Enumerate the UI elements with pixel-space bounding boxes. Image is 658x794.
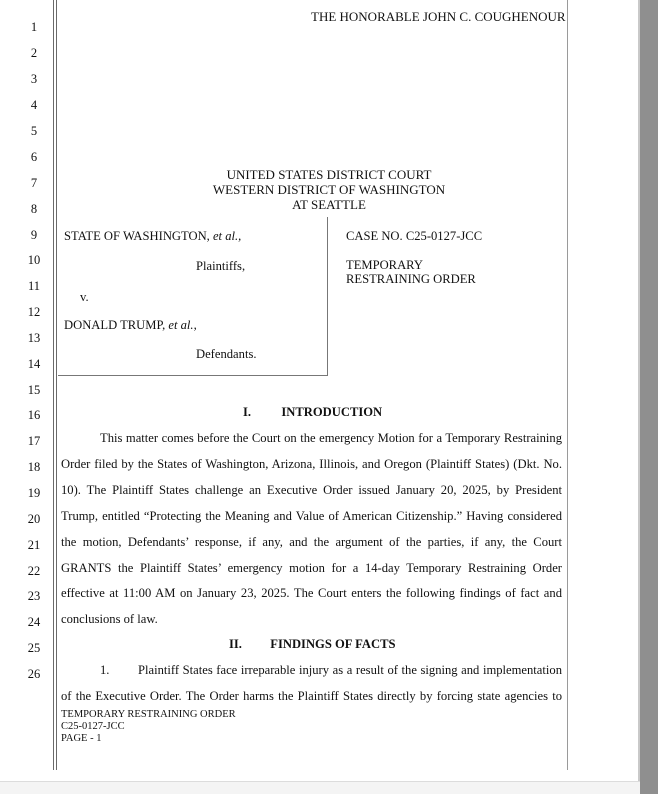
document-title-line2: RESTRAINING ORDER xyxy=(346,272,476,286)
versus: v. xyxy=(80,290,89,304)
line-number: 20 xyxy=(27,512,41,526)
defendant-party xyxy=(64,318,197,333)
document-title-line1: TEMPORARY xyxy=(346,258,423,272)
case-number: CASE NO. C25-0127-JCC xyxy=(346,229,483,243)
line-number: 6 xyxy=(30,150,38,164)
plaintiffs-label: Plaintiffs, xyxy=(196,259,246,273)
right-margin-rule xyxy=(567,0,568,770)
line-number: 13 xyxy=(27,331,41,345)
line-number: 21 xyxy=(27,538,41,552)
footer-title: TEMPORARY RESTRAINING ORDER xyxy=(61,709,236,720)
line-number: 22 xyxy=(27,564,41,578)
line-number: 25 xyxy=(27,641,41,655)
line-number: 10 xyxy=(27,253,41,267)
defendants-label: Defendants. xyxy=(196,347,257,361)
paragraph-line: GRANTS the Plaintiff States’ emergency motion for a 14-day Temporary Restraining Order xyxy=(61,561,562,575)
court-name-line1: UNITED STATES DISTRICT COURT xyxy=(226,167,432,182)
line-number: 4 xyxy=(30,98,38,112)
paragraph-line: conclusions of law. xyxy=(61,612,158,626)
footer-page-number: PAGE - 1 xyxy=(61,733,102,744)
left-margin-rule-inner xyxy=(56,0,57,770)
section-heading-findings xyxy=(229,637,396,652)
section-number: II. xyxy=(229,637,242,651)
paragraph-line: of the Executive Order. The Order harms the Plaintiff States directly by forcing state agencies to xyxy=(61,689,562,703)
court-name-line2: WESTERN DISTRICT OF WASHINGTON xyxy=(212,182,446,197)
defendant-name: DONALD TRUMP, xyxy=(64,318,166,332)
caption-vertical-rule xyxy=(327,217,328,375)
page-bottom-edge xyxy=(0,781,640,794)
footer-case-number: C25-0127-JCC xyxy=(61,721,125,732)
line-number: 9 xyxy=(30,228,38,242)
line-number: 12 xyxy=(27,305,41,319)
line-number: 1 xyxy=(30,20,38,34)
line-number: 17 xyxy=(27,434,41,448)
section-title: FINDINGS OF FACTS xyxy=(270,637,396,651)
line-number: 18 xyxy=(27,460,41,474)
section-number: I. xyxy=(243,405,252,419)
line-number: 3 xyxy=(30,72,38,86)
line-number: 26 xyxy=(27,667,41,681)
plaintiff-party xyxy=(64,229,241,244)
plaintiff-etal: et al., xyxy=(212,229,242,243)
left-margin-rule-outer xyxy=(53,0,54,770)
line-number: 23 xyxy=(27,589,41,603)
scrollbar-track xyxy=(640,0,658,794)
section-heading-introduction xyxy=(243,405,382,420)
court-location: AT SEATTLE xyxy=(292,197,366,212)
paragraph-line: the motion, Defendants’ response, if any, and the argument of the parties, if any, the Court xyxy=(61,535,562,549)
paragraph-line: effective at 11:00 AM on January 23, 2025. The Court enters the following findings of fact and xyxy=(61,586,562,600)
line-number: 16 xyxy=(27,408,41,422)
plaintiff-name: STATE OF WASHINGTON, xyxy=(64,229,210,243)
line-number: 7 xyxy=(30,176,38,190)
paragraph-line: Plaintiff States face irreparable injury as a result of the signing and implementation xyxy=(138,663,562,677)
judge-name: THE HONORABLE JOHN C. COUGHENOUR xyxy=(311,9,566,24)
section-title: INTRODUCTION xyxy=(281,405,383,419)
line-number: 14 xyxy=(27,357,41,371)
line-number: 2 xyxy=(30,46,38,60)
line-number: 24 xyxy=(27,615,41,629)
line-number: 15 xyxy=(27,383,41,397)
paragraph-line: Trump, entitled “Protecting the Meaning and Value of American Citizenship.” Having considered xyxy=(61,509,562,523)
paragraph-line: Order filed by the States of Washington, Arizona, Illinois, and Oregon (Plaintiff States) (Dkt. No. xyxy=(61,457,562,471)
line-number: 11 xyxy=(27,279,41,293)
line-number: 5 xyxy=(30,124,38,138)
finding-number: 1. xyxy=(100,663,110,677)
paragraph-line: 10). The Plaintiff States challenge an Executive Order issued January 20, 2025, by President xyxy=(61,483,562,497)
line-number: 8 xyxy=(30,202,38,216)
caption-bottom-rule xyxy=(58,375,328,376)
defendant-etal: et al., xyxy=(168,318,197,332)
paragraph-line: This matter comes before the Court on the emergency Motion for a Temporary Restraining xyxy=(100,431,562,445)
line-number: 19 xyxy=(27,486,41,500)
